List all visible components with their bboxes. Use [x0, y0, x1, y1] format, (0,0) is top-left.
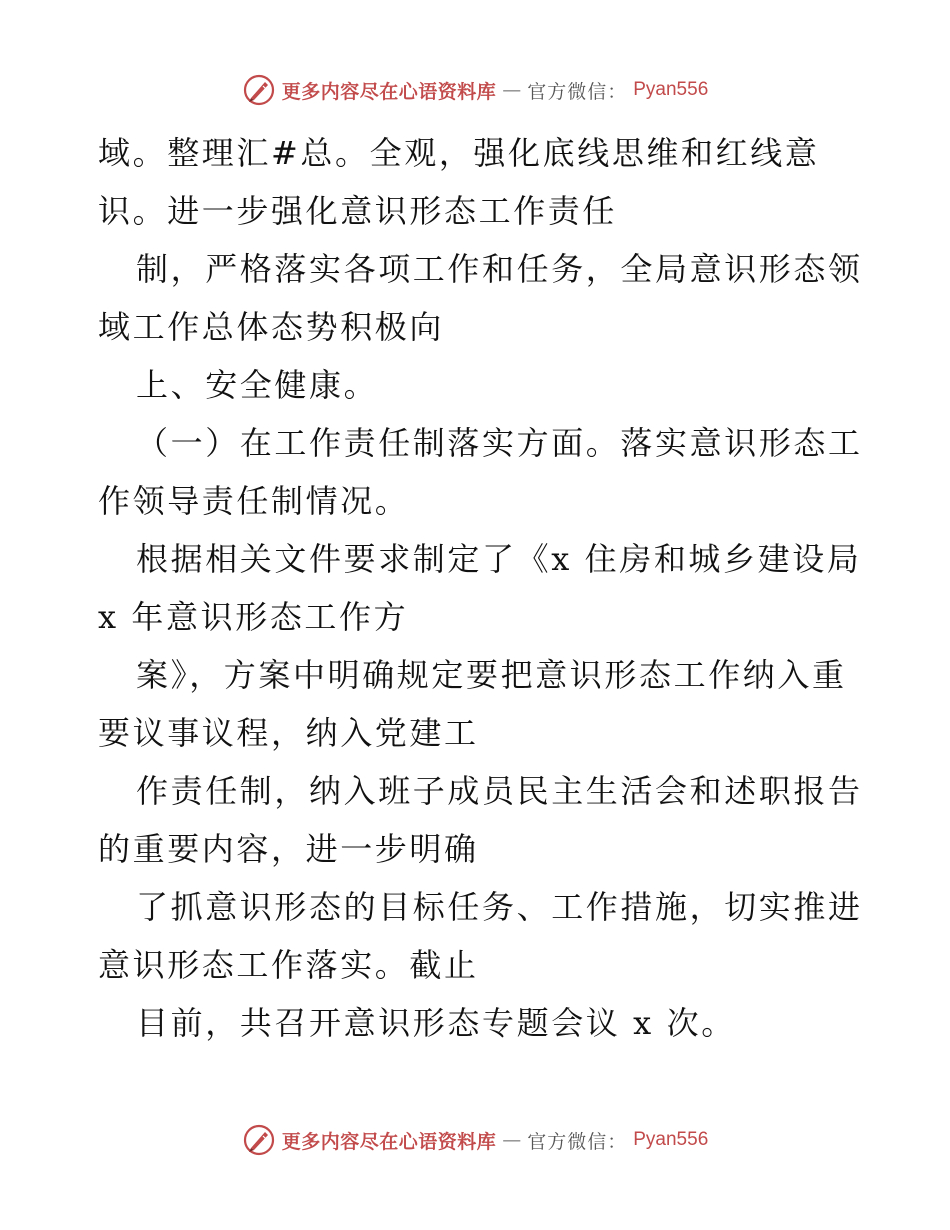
text-line: 识。进一步强化意识形态工作责任	[98, 192, 618, 230]
watermark-label: 官方微信：	[527, 80, 628, 103]
text-line: 要议事议程，纳入党建工	[98, 714, 479, 752]
watermark-dash: —	[502, 1129, 522, 1151]
watermark-wechat-id: Pyan556	[633, 1129, 709, 1150]
text-line: 作领导责任制情况。	[98, 482, 410, 520]
watermark-site-text: 更多内容尽在心语资料库	[281, 1130, 497, 1153]
watermark-dash: —	[502, 79, 522, 101]
text-line: 根据相关文件要求制定了《x 住房和城乡建设局	[136, 540, 862, 578]
text-line: （一）在工作责任制落实方面。落实意识形态工	[136, 424, 863, 462]
text-line: 域。整理汇#总。全观，强化底线思维和红线意	[98, 134, 820, 172]
text-line: 了抓意识形态的目标任务、工作措施，切实推进	[136, 888, 863, 926]
text-line: 域工作总体态势积极向	[98, 308, 445, 346]
text-line: x 年意识形态工作方	[98, 598, 409, 636]
text-line: 上、安全健康。	[136, 366, 379, 404]
header-watermark	[0, 70, 950, 110]
quill-logo-icon	[242, 1123, 276, 1157]
text-line: 意识形态工作落实。截止	[98, 946, 479, 984]
quill-logo-icon	[242, 73, 276, 107]
text-line: 目前，共召开意识形态专题会议 x 次。	[136, 1004, 736, 1042]
text-line: 作责任制，纳入班子成员民主生活会和述职报告	[136, 772, 863, 810]
watermark-wechat-id: Pyan556	[633, 79, 709, 100]
document-body	[98, 124, 868, 1052]
watermark-label: 官方微信：	[527, 1130, 628, 1153]
watermark-site-text: 更多内容尽在心语资料库	[281, 80, 497, 103]
footer-watermark	[0, 1120, 950, 1160]
text-line: 案》，方案中明确规定要把意识形态工作纳入重	[136, 656, 847, 694]
text-line: 制，严格落实各项工作和任务，全局意识形态领	[136, 250, 863, 288]
text-line: 的重要内容，进一步明确	[98, 830, 479, 868]
